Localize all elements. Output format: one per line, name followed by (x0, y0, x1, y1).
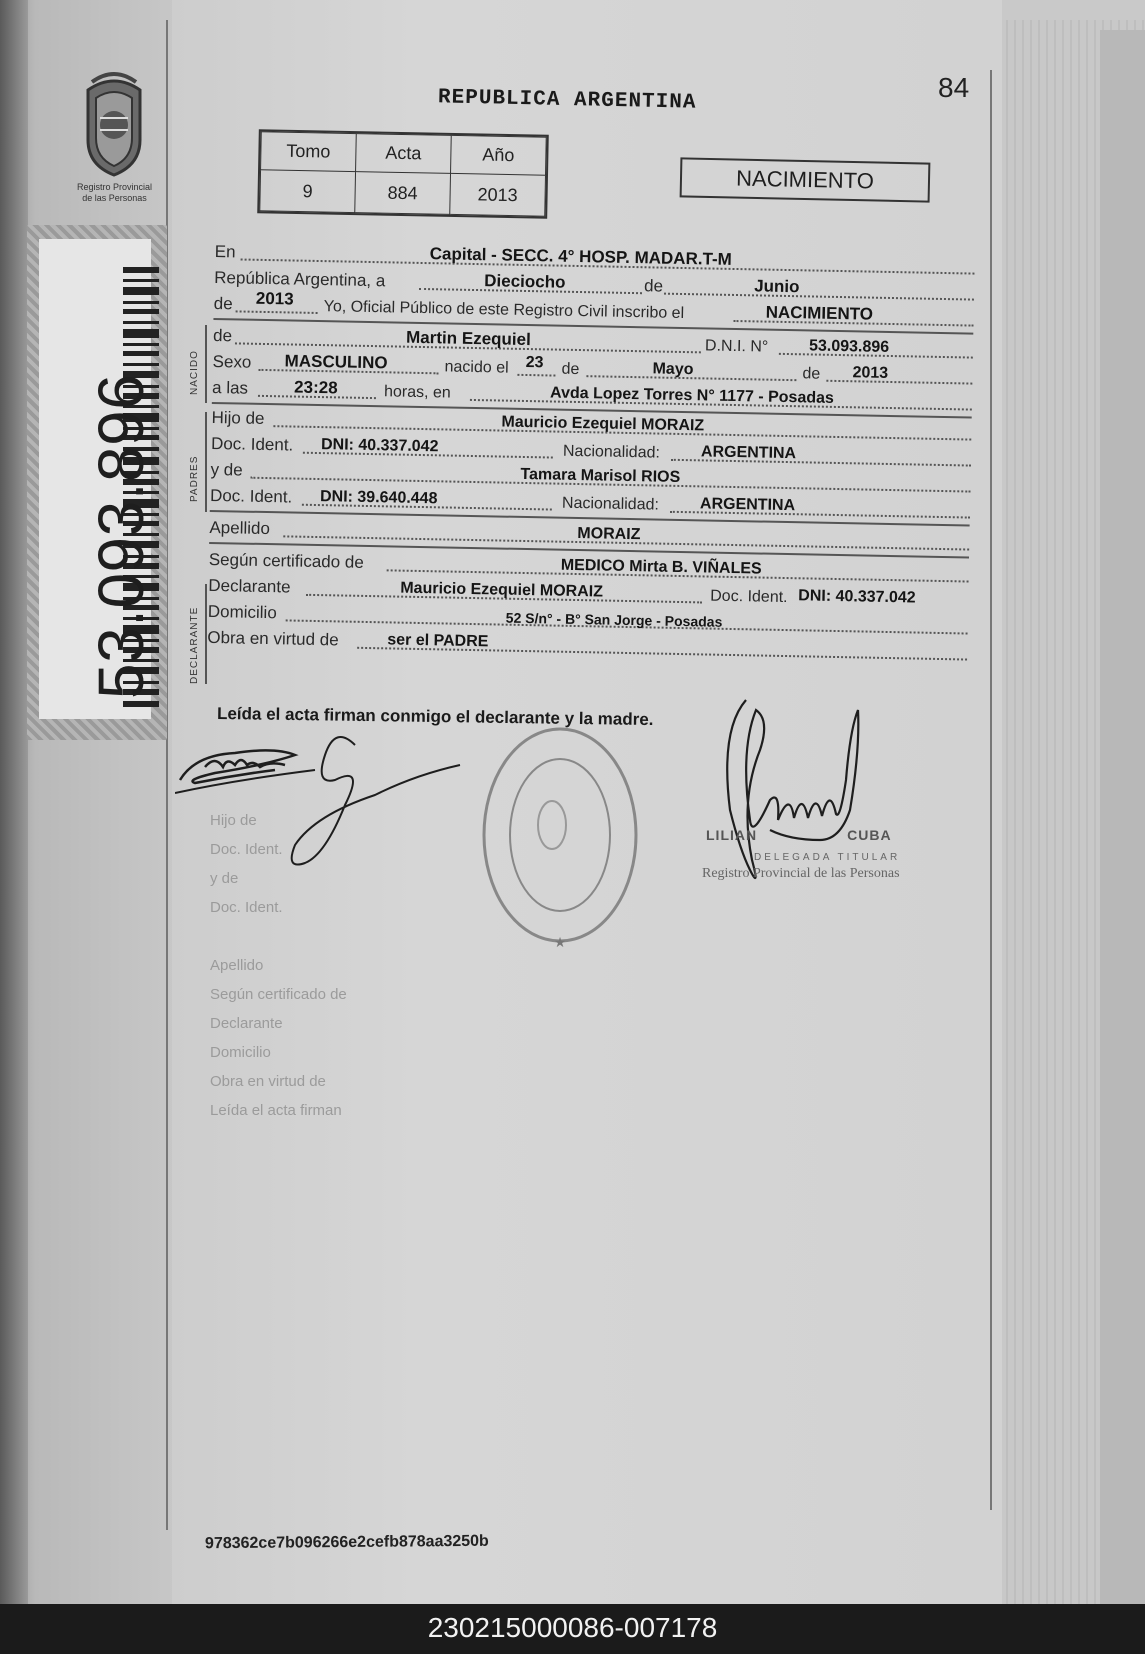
name-de-label: de (212, 325, 233, 346)
birth-month: Mayo (652, 360, 694, 379)
officer-signature (690, 690, 930, 930)
ghost-line: Obra en virtud de (210, 1073, 326, 1090)
ghost-line: Doc. Ident. (210, 899, 283, 916)
registration-month: Junio (753, 276, 800, 297)
surname: MORAIZ (577, 525, 641, 544)
official-stamp-name (706, 827, 892, 843)
document-hash: 978362ce7b096266e2cefb878aa3250b (204, 1532, 489, 1553)
birth-place: Avda Lopez Torres N° 1177 - Posadas (549, 384, 835, 407)
birth-de-label-2: de (802, 365, 821, 383)
year-dots-2 (826, 380, 972, 385)
registry-caption-line1: Registro Provincial (76, 182, 153, 192)
record-type-box: NACIMIENTO (680, 157, 931, 202)
ghost-line: Domicilio (210, 1044, 271, 1061)
inscription-type: NACIMIENTO (765, 302, 874, 324)
ghost-line: Apellido (210, 957, 264, 974)
declarant-reason: ser el PADRE (387, 631, 489, 651)
document-title: REPUBLICA ARGENTINA (437, 86, 697, 115)
provincial-seal-icon (78, 70, 150, 180)
registration-year: 2013 (255, 288, 294, 309)
ano-header: Año (451, 135, 547, 175)
child-name: Martin Ezequiel (405, 327, 531, 350)
ghost-line: Doc. Ident. (210, 841, 283, 858)
padres-bar (205, 412, 207, 512)
record-table-header-row (261, 132, 547, 175)
record-table-value-row (260, 170, 546, 216)
certificate-issuer: MEDICO Mirta B. VIÑALES (560, 556, 762, 578)
official-first-name: LILIAN (706, 827, 758, 843)
ghost-line: y de (210, 870, 239, 887)
birth-day: 23 (525, 353, 544, 372)
svg-text:★: ★ (553, 934, 567, 950)
official-role: DELEGADA TITULAR (754, 852, 901, 863)
declarant-name: Mauricio Ezequiel MORAIZ (400, 579, 604, 601)
ghost-line (210, 928, 510, 957)
nacido-el-label: nacido el (444, 358, 509, 377)
nacido-bar (205, 325, 207, 403)
scan-id: 230215000086-007178 (427, 1612, 718, 1643)
father-doc-label: Doc. Ident. (210, 433, 294, 455)
mother-nac-label: Nacionalidad: (561, 494, 660, 514)
closing-statement: Leída el acta firman conmigo el declarante y la madre. (216, 703, 654, 730)
year-de-label: de (213, 293, 233, 314)
declarante-bar (205, 584, 207, 684)
mother-doc-label: Doc. Ident. (209, 485, 293, 507)
father-nac-label: Nacionalidad: (562, 442, 661, 462)
tomo-value: 9 (260, 170, 356, 213)
ghost-line: Según certificado de (210, 986, 347, 1003)
y-de-label: y de (210, 459, 243, 480)
page-margin-line-right (990, 70, 992, 1510)
ghost-line: Hijo de (210, 812, 257, 829)
barcode-tag (27, 225, 167, 740)
declarant-address: 52 S/n° - B° San Jorge - Posadas (505, 609, 723, 630)
republica-de-label: de (643, 276, 664, 296)
official-last-name: CUBA (847, 827, 892, 843)
registry-caption-line2: de las Personas (82, 193, 147, 203)
mother-nationality: ARGENTINA (699, 495, 796, 515)
apellido-label: Apellido (209, 517, 271, 539)
a-las-label: a las (211, 377, 249, 398)
father-doc: DNI: 40.337.042 (320, 436, 439, 456)
father-name: Mauricio Ezequiel MORAIZ (501, 413, 705, 435)
registry-caption (62, 182, 167, 204)
record-table (257, 129, 549, 219)
scan-footer (0, 1604, 1145, 1654)
domicilio-label: Domicilio (207, 601, 277, 623)
declarant-doc-label: Doc. Ident. (710, 587, 788, 607)
nacido-section-label: NACIDO (189, 350, 200, 395)
birth-record-form (206, 238, 975, 723)
segun-label: Según certificado de (208, 549, 364, 572)
page-number: 84 (938, 72, 970, 103)
hospital-section-stamp (478, 725, 643, 955)
republica-label: República Argentina, a (214, 267, 386, 291)
day-words: Dieciocho (484, 271, 566, 292)
surname-row (209, 514, 969, 553)
barcode-number: 53.093.896 (85, 373, 157, 699)
horas-label: horas, en (383, 383, 451, 402)
declarant-signature (175, 725, 485, 890)
tomo-header: Tomo (261, 132, 357, 172)
en-value: Capital - SECC. 4° HOSP. MADAR.T-M (429, 244, 733, 269)
declarante-label: Declarante (208, 575, 291, 597)
dni-label: D.N.I. N° (704, 337, 769, 356)
hijo-de-label: Hijo de (211, 407, 265, 428)
declarant-doc: DNI: 40.337.042 (798, 587, 916, 607)
ghost-line: Declarante (210, 1015, 283, 1032)
oficial-text: Yo, Oficial Público de este Registro Civil inscribo el (323, 298, 685, 323)
acta-header: Acta (356, 134, 452, 174)
en-label: En (214, 241, 236, 262)
official-org: Registro Provincial de las Personas (702, 866, 900, 881)
father-nationality: ARGENTINA (700, 443, 797, 463)
mother-doc: DNI: 39.640.448 (319, 488, 438, 508)
ano-value: 2013 (450, 173, 546, 216)
binding-shadow (0, 0, 28, 1604)
declarante-section-label: DECLARANTE (189, 606, 200, 684)
birth-year: 2013 (852, 364, 889, 382)
sexo-label: Sexo (212, 351, 252, 372)
year-dots (236, 310, 318, 314)
birth-hour: 23:28 (293, 377, 338, 398)
acta-value: 884 (355, 172, 451, 215)
birth-de-label: de (561, 360, 580, 379)
mother-name: Tamara Marisol RIOS (520, 465, 681, 486)
child-dni: 53.093.896 (808, 337, 890, 356)
obra-label: Obra en virtud de (207, 627, 339, 650)
child-sex: MASCULINO (284, 351, 388, 373)
padres-section-label: PADRES (189, 455, 200, 502)
ghost-line: Leída el acta firman (210, 1102, 342, 1119)
day-dots (517, 374, 555, 377)
page-stack-outer (1100, 30, 1145, 1604)
